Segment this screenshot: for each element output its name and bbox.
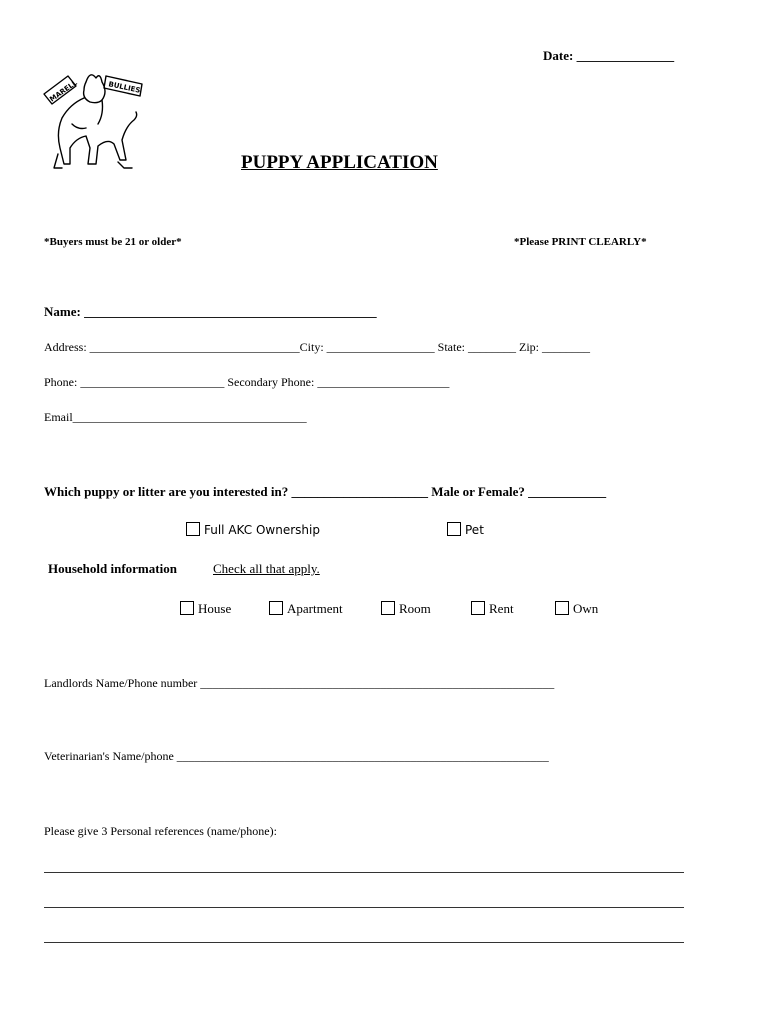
checkbox-icon[interactable] — [381, 601, 395, 615]
phone-row[interactable]: Phone: ________________________ Secondary Phone: ______________________ — [44, 375, 450, 389]
name-field[interactable]: Name: _____________________________________________ — [44, 304, 377, 319]
landlord-field[interactable]: Landlords Name/Phone number ___________________________________________________________ — [44, 676, 555, 690]
email-field[interactable]: Email_______________________________________ — [44, 410, 307, 424]
option-label: Rent — [489, 601, 514, 616]
bull-terrier-logo-icon — [42, 64, 144, 172]
option-label: Full AKC Ownership — [204, 523, 320, 537]
option-label: Apartment — [287, 601, 343, 616]
address-row[interactable]: Address: ___________________________________City: __________________ State: ________ Zip: ________ — [44, 340, 590, 354]
option-label: Own — [573, 601, 599, 616]
option-room[interactable] — [381, 601, 431, 617]
option-label: House — [198, 601, 232, 616]
option-pet[interactable] — [447, 522, 484, 537]
checkbox-icon[interactable] — [269, 601, 283, 615]
date-field[interactable]: Date: _______________ — [543, 48, 675, 63]
option-label: Room — [399, 601, 431, 616]
household-instruction: Check all that apply. — [213, 561, 320, 576]
option-apartment[interactable] — [269, 601, 343, 617]
checkbox-icon[interactable] — [186, 522, 200, 536]
veterinarian-field[interactable]: Veterinarian's Name/phone ______________________________________________________________ — [44, 749, 549, 763]
checkbox-icon[interactable] — [180, 601, 194, 615]
personal-references-label: Please give 3 Personal references (name/phone): — [44, 824, 277, 838]
reference-line-1[interactable] — [44, 872, 684, 873]
option-label: Pet — [465, 523, 484, 537]
puppy-interest-row[interactable]: Which puppy or litter are you interested in? _____________________ Male or Female? ____________ — [44, 484, 607, 499]
checkbox-icon[interactable] — [447, 522, 461, 536]
print-clearly-note: *Please PRINT CLEARLY* — [514, 236, 647, 248]
option-own[interactable] — [555, 601, 598, 617]
logo-text-left: MARELL — [48, 78, 79, 104]
checkbox-icon[interactable] — [471, 601, 485, 615]
household-heading: Household information — [48, 561, 177, 576]
checkbox-icon[interactable] — [555, 601, 569, 615]
option-rent[interactable] — [471, 601, 514, 617]
reference-line-3[interactable] — [44, 942, 684, 943]
logo — [42, 64, 144, 172]
age-requirement-note: *Buyers must be 21 or older* — [44, 236, 182, 248]
reference-line-2[interactable] — [44, 907, 684, 908]
logo-text-right: BULLIES — [107, 80, 142, 95]
option-full-akc-ownership[interactable] — [186, 522, 320, 537]
option-house[interactable] — [180, 601, 231, 617]
page-title: PUPPY APPLICATION — [241, 152, 438, 173]
